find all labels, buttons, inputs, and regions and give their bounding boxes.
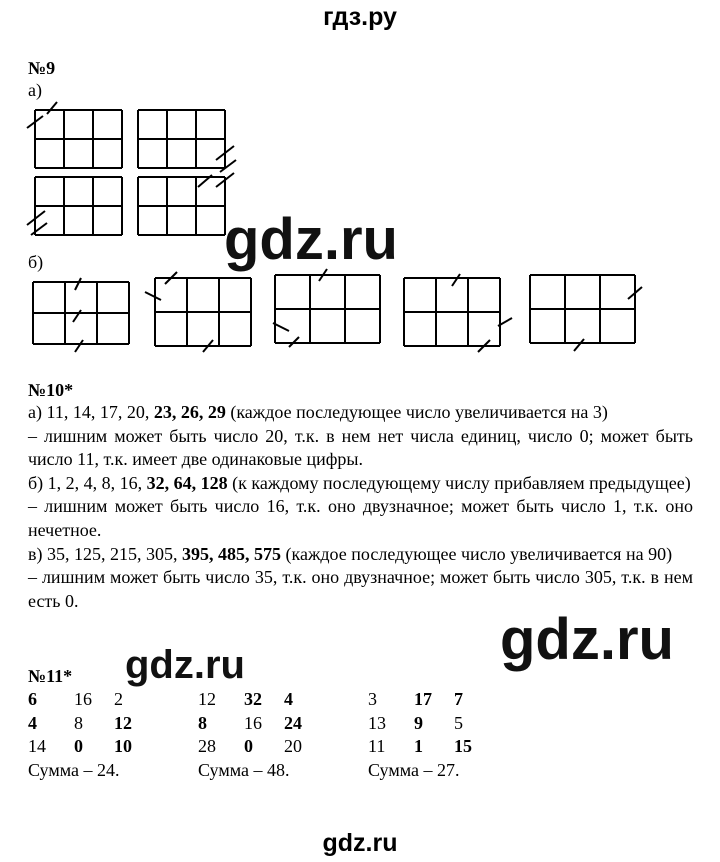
square-cell: 20 [284,736,302,756]
square-cell: 1 [414,736,423,756]
match-grid-b4 [404,274,512,352]
square-cell: 14 [28,736,46,756]
match-grid-b1 [33,278,129,352]
task10-text [28,401,693,613]
square-cell: 15 [454,736,472,756]
site-footer: gdz.ru [322,829,398,857]
square-cell: 10 [114,736,132,756]
watermark: gdz.ru [224,207,398,272]
task9-title: №9 [28,58,56,78]
task10-title: №10* [28,380,74,400]
square-cell: 16 [244,712,262,733]
square-cell: 7 [454,689,463,709]
square-sum: Сумма – 48. [198,759,290,780]
task10-a-line: а) 11, 14, 17, 20, 23, 26, 29 (каждое последующее число увеличивается на 3) [28,402,608,422]
match-grid-a4 [138,173,234,235]
match-grid-a2 [138,110,236,172]
watermark: gdz.ru [500,607,674,672]
task10-b-note: – лишним может быть число 16, т.к. оно двузначное; может быть число 1, т.к. оно нечетное. [28,496,693,540]
task9-part-a-label: а) [28,80,42,100]
site-header: гдз.ру [323,3,397,31]
square-cell: 8 [198,712,207,733]
task10-c-note: – лишним может быть число 35, т.к. оно двузначное; может быть число 305, т.к. в нем есть 0. [28,567,693,611]
match-grid-b5 [530,275,642,351]
task10-c-line: в) 35, 125, 215, 305, 395, 485, 575 (каждое последующее число увеличивается на 90) [28,543,673,564]
match-grid-b3 [273,269,380,347]
square-cell: 0 [244,736,253,756]
task11-title: №11* [28,666,73,686]
magic-squares [28,689,688,789]
square-sum: Сумма – 24. [28,759,120,780]
match-grid-b2 [145,272,251,352]
square-cell: 4 [284,689,293,709]
square-cell: 12 [198,689,216,709]
square-sum: Сумма – 27. [368,759,460,780]
square-cell: 0 [74,736,83,756]
square-cell: 32 [244,689,262,709]
square-cell: 16 [74,689,92,709]
task9-part-b-label: б) [28,252,44,272]
square-cell: 13 [368,712,386,733]
match-grid-a3 [27,177,122,235]
watermark: gdz.ru [125,643,245,687]
square-cell: 28 [198,736,216,756]
square-cell: 3 [368,689,377,709]
square-cell: 8 [74,712,83,733]
square-cell: 17 [414,689,432,709]
square-cell: 24 [284,712,302,733]
square-cell: 5 [454,712,463,733]
square-cell: 6 [28,689,37,709]
square-cell: 12 [114,712,132,733]
match-puzzles-a [0,0,720,380]
square-cell: 2 [114,689,123,709]
task10-a-note: – лишним может быть число 20, т.к. в нем нет числа единиц, число 0; может быть число 11, т.к. имеет две одинаковые цифры. [28,425,693,470]
match-grid-a1 [27,102,122,168]
square-cell: 9 [414,712,423,733]
task10-b-line: б) 1, 2, 4, 8, 16, 32, 64, 128 (к каждому последующему числу прибавляем предыдущее) [28,472,691,493]
square-cell: 4 [28,712,37,733]
square-cell: 11 [368,736,386,756]
